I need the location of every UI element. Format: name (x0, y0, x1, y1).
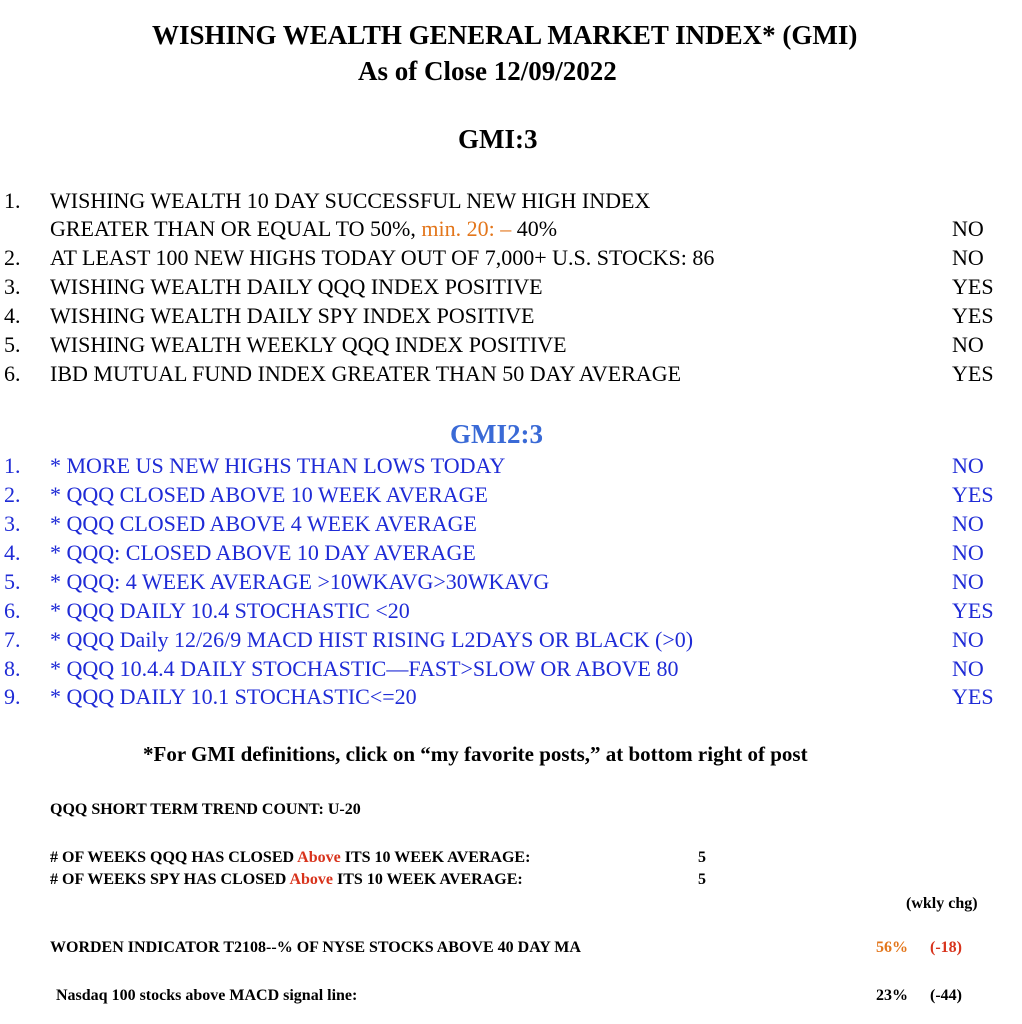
weeks-label: # OF WEEKS SPY HAS CLOSED (50, 871, 290, 888)
row-value: YES (952, 482, 994, 507)
row-number: 1. (4, 453, 21, 478)
row-number: 8. (4, 656, 21, 681)
row-value: NO (952, 627, 984, 652)
nasdaq-change: (-44) (930, 987, 962, 1004)
row-text: WISHING WEALTH DAILY SPY INDEX POSITIVE (50, 303, 535, 328)
row-text: * QQQ CLOSED ABOVE 4 WEEK AVERAGE (50, 511, 477, 536)
row-value: YES (952, 598, 994, 623)
row-value: YES (952, 684, 994, 709)
gmi2-score: GMI2:3 (450, 419, 543, 449)
row-number: 6. (4, 598, 21, 623)
row-value: NO (952, 245, 984, 270)
worden-value: 56% (876, 939, 908, 956)
row-text-part: GREATER THAN OR EQUAL TO 50%, (50, 216, 422, 241)
row-number: 7. (4, 627, 21, 652)
row-text: WISHING WEALTH 10 DAY SUCCESSFUL NEW HIGH INDEX (50, 188, 651, 213)
nasdaq-macd-label: Nasdaq 100 stocks above MACD signal line: (56, 987, 358, 1004)
weeks-label-end: ITS 10 WEEK AVERAGE: (333, 871, 523, 888)
row-number: 3. (4, 511, 21, 536)
row-text-value: 40% (511, 216, 558, 241)
trend-count: QQQ SHORT TERM TREND COUNT: U-20 (50, 801, 361, 818)
row-value: YES (952, 361, 994, 386)
row-value: NO (952, 332, 984, 357)
above-highlight: Above (297, 849, 341, 866)
qqq-weeks-above (50, 848, 530, 868)
row-value: NO (952, 540, 984, 565)
row-value: NO (952, 453, 984, 478)
row-text: * MORE US NEW HIGHS THAN LOWS TODAY (50, 453, 506, 478)
spy-weeks-value: 5 (698, 871, 706, 888)
page-title: WISHING WEALTH GENERAL MARKET INDEX* (GMI) (152, 20, 858, 50)
worden-change: (-18) (930, 939, 962, 956)
row-text: WISHING WEALTH WEEKLY QQQ INDEX POSITIVE (50, 332, 567, 357)
row-text: * QQQ 10.4.4 DAILY STOCHASTIC—FAST>SLOW OR ABOVE 80 (50, 656, 679, 681)
min-highlight: min. 20: – (421, 216, 512, 241)
spy-weeks-above (50, 870, 523, 890)
page-subtitle: As of Close 12/09/2022 (358, 56, 617, 86)
row-text: * QQQ CLOSED ABOVE 10 WEEK AVERAGE (50, 482, 488, 507)
row-value: NO (952, 216, 984, 241)
weeks-label: # OF WEEKS QQQ HAS CLOSED (50, 849, 298, 866)
row-number: 2. (4, 245, 21, 270)
row-number: 4. (4, 303, 21, 328)
row-number: 6. (4, 361, 21, 386)
row-text: AT LEAST 100 NEW HIGHS TODAY OUT OF 7,000+ U.S. STOCKS: 86 (50, 245, 715, 270)
gmi-score: GMI:3 (458, 124, 538, 154)
row-text-continued (50, 214, 557, 243)
row-text: IBD MUTUAL FUND INDEX GREATER THAN 50 DAY AVERAGE (50, 361, 682, 386)
weekly-change-header: (wkly chg) (906, 895, 978, 912)
row-number: 4. (4, 540, 21, 565)
row-text: * QQQ: CLOSED ABOVE 10 DAY AVERAGE (50, 540, 476, 565)
row-text: * QQQ Daily 12/26/9 MACD HIST RISING L2DAYS OR BLACK (>0) (50, 627, 694, 652)
worden-indicator-label: WORDEN INDICATOR T2108--% OF NYSE STOCKS ABOVE 40 DAY MA (50, 939, 581, 956)
row-value: YES (952, 274, 994, 299)
nasdaq-value: 23% (876, 987, 908, 1004)
row-number: 5. (4, 332, 21, 357)
row-number: 9. (4, 684, 21, 709)
row-value: NO (952, 656, 984, 681)
row-text: * QQQ DAILY 10.4 STOCHASTIC <20 (50, 598, 410, 623)
row-number: 2. (4, 482, 21, 507)
gmi-definitions-note: *For GMI definitions, click on “my favorite posts,” at bottom right of post (143, 742, 808, 766)
row-value: NO (952, 569, 984, 594)
weeks-label-end: ITS 10 WEEK AVERAGE: (340, 849, 531, 866)
qqq-weeks-value: 5 (698, 849, 706, 866)
row-text: * QQQ: 4 WEEK AVERAGE >10WKAVG>30WKAVG (50, 569, 550, 594)
row-value: NO (952, 511, 984, 536)
row-number: 5. (4, 569, 21, 594)
row-text: WISHING WEALTH DAILY QQQ INDEX POSITIVE (50, 274, 543, 299)
row-number: 1. (4, 188, 21, 213)
row-number: 3. (4, 274, 21, 299)
row-text: * QQQ DAILY 10.1 STOCHASTIC<=20 (50, 684, 417, 709)
row-value: YES (952, 303, 994, 328)
above-highlight: Above (289, 871, 334, 888)
